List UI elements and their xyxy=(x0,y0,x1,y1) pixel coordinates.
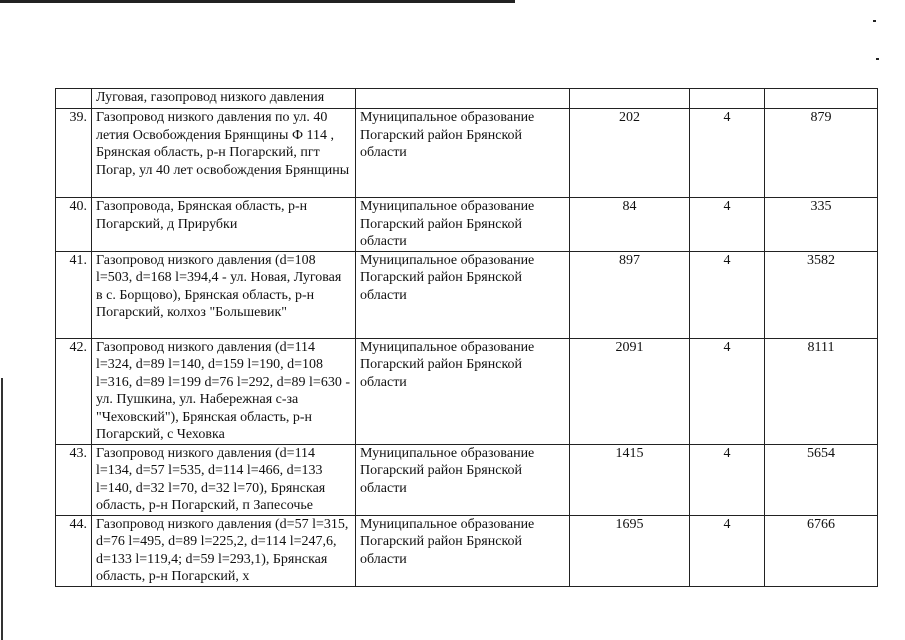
owner: Муниципальное образование Погарский район Брянской области xyxy=(356,251,570,338)
value-col-3: 3582 xyxy=(765,251,878,338)
value-col-1: 84 xyxy=(570,198,690,252)
owner: Муниципальное образование Погарский район Брянской области xyxy=(356,198,570,252)
owner xyxy=(356,89,570,109)
value-col-3 xyxy=(765,89,878,109)
object-name: Газопровод низкого давления (d=114 l=134, d=57 l=535, d=114 l=466, d=133 l=140, d=32 l=70, d=32 l=70), Брянская область, р-н Погарский, п Запесочье xyxy=(92,444,356,515)
value-col-1 xyxy=(570,89,690,109)
row-number: 43. xyxy=(56,444,92,515)
owner: Муниципальное образование Погарский район Брянской области xyxy=(356,338,570,444)
value-col-1: 2091 xyxy=(570,338,690,444)
object-name: Луговая, газопровод низкого давления xyxy=(92,89,356,109)
table-row xyxy=(56,198,878,252)
value-col-2: 4 xyxy=(690,198,765,252)
row-number: 41. xyxy=(56,251,92,338)
table-row xyxy=(56,515,878,586)
value-col-3: 335 xyxy=(765,198,878,252)
value-col-2 xyxy=(690,89,765,109)
row-number: 42. xyxy=(56,338,92,444)
value-col-2: 4 xyxy=(690,515,765,586)
row-number: 39. xyxy=(56,109,92,198)
value-col-2: 4 xyxy=(690,444,765,515)
row-number xyxy=(56,89,92,109)
value-col-3: 8111 xyxy=(765,338,878,444)
value-col-1: 202 xyxy=(570,109,690,198)
value-col-2: 4 xyxy=(690,338,765,444)
value-col-1: 1695 xyxy=(570,515,690,586)
value-col-1: 1415 xyxy=(570,444,690,515)
table-row xyxy=(56,109,878,198)
row-number: 40. xyxy=(56,198,92,252)
scan-top-edge-line xyxy=(0,0,515,3)
value-col-2: 4 xyxy=(690,251,765,338)
gas-pipeline-registry-table xyxy=(55,88,878,587)
scan-speck xyxy=(876,58,879,60)
table-row xyxy=(56,338,878,444)
scan-speck xyxy=(873,20,876,22)
owner: Муниципальное образование Погарский район Брянской области xyxy=(356,444,570,515)
object-name: Газопровод низкого давления по ул. 40 летия Освобождения Брянщины Ф 114 , Брянская область, р-н Погарский, пгт Погар, ул 40 лет освобождения Брянщины xyxy=(92,109,356,198)
owner: Муниципальное образование Погарский район Брянской области xyxy=(356,109,570,198)
object-name: Газопровод низкого давления (d=108 l=503, d=168 l=394,4 - ул. Новая, Луговая в с. Борщово), Брянская область, р-н Погарский, колхоз "Большевик" xyxy=(92,251,356,338)
value-col-3: 6766 xyxy=(765,515,878,586)
object-name: Газопровода, Брянская область, р-н Погарский, д Прирубки xyxy=(92,198,356,252)
table-row xyxy=(56,89,878,109)
value-col-1: 897 xyxy=(570,251,690,338)
owner: Муниципальное образование Погарский район Брянской области xyxy=(356,515,570,586)
table-row xyxy=(56,251,878,338)
row-number: 44. xyxy=(56,515,92,586)
table-row xyxy=(56,444,878,515)
value-col-2: 4 xyxy=(690,109,765,198)
value-col-3: 879 xyxy=(765,109,878,198)
scan-left-edge-line xyxy=(1,378,3,640)
value-col-3: 5654 xyxy=(765,444,878,515)
object-name: Газопровод низкого давления (d=114 l=324, d=89 l=140, d=159 l=190, d=108 l=316, d=89 l=199 d=76 l=292, d=89 l=630 - ул. Пушкина, ул. Набережная с-за "Чеховский"), Брянская область, р-н Погарский, с Чеховка xyxy=(92,338,356,444)
object-name: Газопровод низкого давления (d=57 l=315, d=76 l=495, d=89 l=225,2, d=114 l=247,6, d=133 l=119,4; d=59 l=293,1), Брянская область, р-н Погарский, х xyxy=(92,515,356,586)
